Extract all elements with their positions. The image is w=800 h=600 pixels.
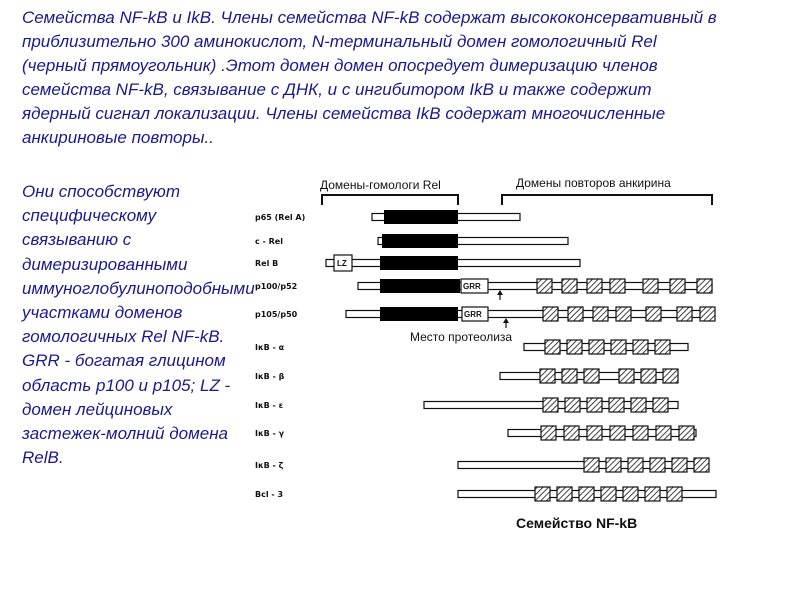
protein-label: Rel B xyxy=(255,259,279,268)
rel-homology-domain xyxy=(382,234,458,248)
ankyrin-repeat xyxy=(589,340,604,354)
ankyrin-repeat xyxy=(663,369,678,383)
protein-label: IκB - α xyxy=(255,343,285,352)
ankyrin-repeat xyxy=(656,426,671,440)
rel-homology-domain xyxy=(380,256,458,270)
rel-homology-domain xyxy=(384,210,458,224)
ankyrin-repeat xyxy=(565,398,580,412)
ankyrin-repeat xyxy=(545,340,560,354)
protein-backbone xyxy=(458,462,706,469)
lz-label: LZ xyxy=(337,259,347,268)
protein-label: p105/p50 xyxy=(255,310,298,319)
ankyrin-repeat xyxy=(564,426,579,440)
ankyrin-repeat xyxy=(653,398,668,412)
diagram-caption: Семейство NF-kB xyxy=(516,515,638,531)
ankyrin-repeat xyxy=(593,307,608,321)
ankyrin-repeat xyxy=(655,340,670,354)
protein-label: IκB - ζ xyxy=(255,461,284,470)
ankyrin-repeat xyxy=(700,307,715,321)
ankyrin-repeat xyxy=(631,398,646,412)
protein-label: IκB - β xyxy=(255,372,285,381)
ankyrin-repeat xyxy=(535,487,550,501)
ankyrin-repeat xyxy=(584,369,599,383)
ankyrin-repeats-header: Домены повторов анкирина xyxy=(516,176,671,190)
ankyrin-repeat xyxy=(562,279,577,293)
ankyrin-repeat xyxy=(543,307,558,321)
ankyrin-repeat xyxy=(543,398,558,412)
intro-text: Семейства NF-kB и IkB. Члены семейства NF-kB содержат высококонсервативный в приблизительно 300 аминокислот, N-терминальный домен гомологичный Rel (черный прямоугольник) .Этот домен домен опосредует димеризацию членов семейства NF-kB, связывание с ДНК, и с ингибитором IkB и также содержит ядерный сигнал локализации. Члены семейства IkB содержат многочисленные анкириновые повторы.. xyxy=(22,8,717,147)
ankyrin-repeat xyxy=(540,369,555,383)
ankyrin-repeat xyxy=(567,340,582,354)
ankyrin-repeat xyxy=(650,458,665,472)
ankyrin-repeat xyxy=(643,279,658,293)
ankyrin-repeat xyxy=(584,458,599,472)
ankyrin-repeat xyxy=(601,487,616,501)
protein-label: IκB - ε xyxy=(255,401,284,410)
ankyrin-repeat xyxy=(541,426,556,440)
ankyrin-repeat xyxy=(619,369,634,383)
ankyrin-repeat xyxy=(579,487,594,501)
ankyrin-repeat xyxy=(677,307,692,321)
protein-rows xyxy=(255,210,716,501)
ankyrin-repeat xyxy=(641,369,656,383)
ankyrin-repeat xyxy=(562,369,577,383)
ankyrin-repeat xyxy=(616,307,631,321)
protein-label: p65 (Rel A) xyxy=(255,213,306,222)
ankyrin-repeat xyxy=(606,458,621,472)
ankyrin-repeat xyxy=(672,458,687,472)
ankyrin-repeat xyxy=(628,458,643,472)
ankyrin-repeat xyxy=(587,279,602,293)
ankyrin-repeat xyxy=(667,487,682,501)
rel-homology-domain xyxy=(380,307,458,321)
ankyrin-repeat xyxy=(633,340,648,354)
ankyrin-repeat xyxy=(609,398,624,412)
ankyrin-repeat xyxy=(610,426,625,440)
protein-label: c - Rel xyxy=(255,237,283,246)
ankyrin-repeat xyxy=(645,487,660,501)
ankyrin-repeat xyxy=(568,307,583,321)
protein-label: Bcl - 3 xyxy=(255,490,284,499)
proteolysis-arrow-head xyxy=(503,318,509,323)
ankyrin-repeat xyxy=(587,426,602,440)
proteolysis-arrow-head xyxy=(497,290,503,295)
ankyrin-repeat xyxy=(611,340,626,354)
ankyrin-repeat xyxy=(557,487,572,501)
proteolysis-site-label: Место протеолиза xyxy=(410,330,513,344)
ankyrin-repeat xyxy=(670,279,685,293)
rel-homology-header: Домены-гомологи Rel xyxy=(320,178,441,192)
ankyrin-repeat xyxy=(587,398,602,412)
ankyrin-repeat xyxy=(633,426,648,440)
ankyrin-repeats-bracket xyxy=(502,195,712,205)
ankyrin-repeat xyxy=(537,279,552,293)
protein-label: IκB - γ xyxy=(255,429,285,438)
side-note-text: Они способствуют специфическому связыванию с димеризированными иммуноглобулиноподобными участками доменов гомологичных Rel NF-kB. GRR - богатая глицином область p100 и p105; LZ - домен лейциновых застежек-молний домена RelB. xyxy=(22,182,255,468)
grr-label: GRR xyxy=(463,282,481,291)
rel-homology-bracket xyxy=(322,195,458,205)
ankyrin-repeat xyxy=(679,426,694,440)
protein-label: p100/p52 xyxy=(255,282,298,291)
ankyrin-repeat xyxy=(646,307,661,321)
rel-homology-domain xyxy=(380,279,460,293)
grr-label: GRR xyxy=(464,310,482,319)
ankyrin-repeat xyxy=(694,458,709,472)
ankyrin-repeat xyxy=(697,279,712,293)
ankyrin-repeat xyxy=(623,487,638,501)
ankyrin-repeat xyxy=(610,279,625,293)
